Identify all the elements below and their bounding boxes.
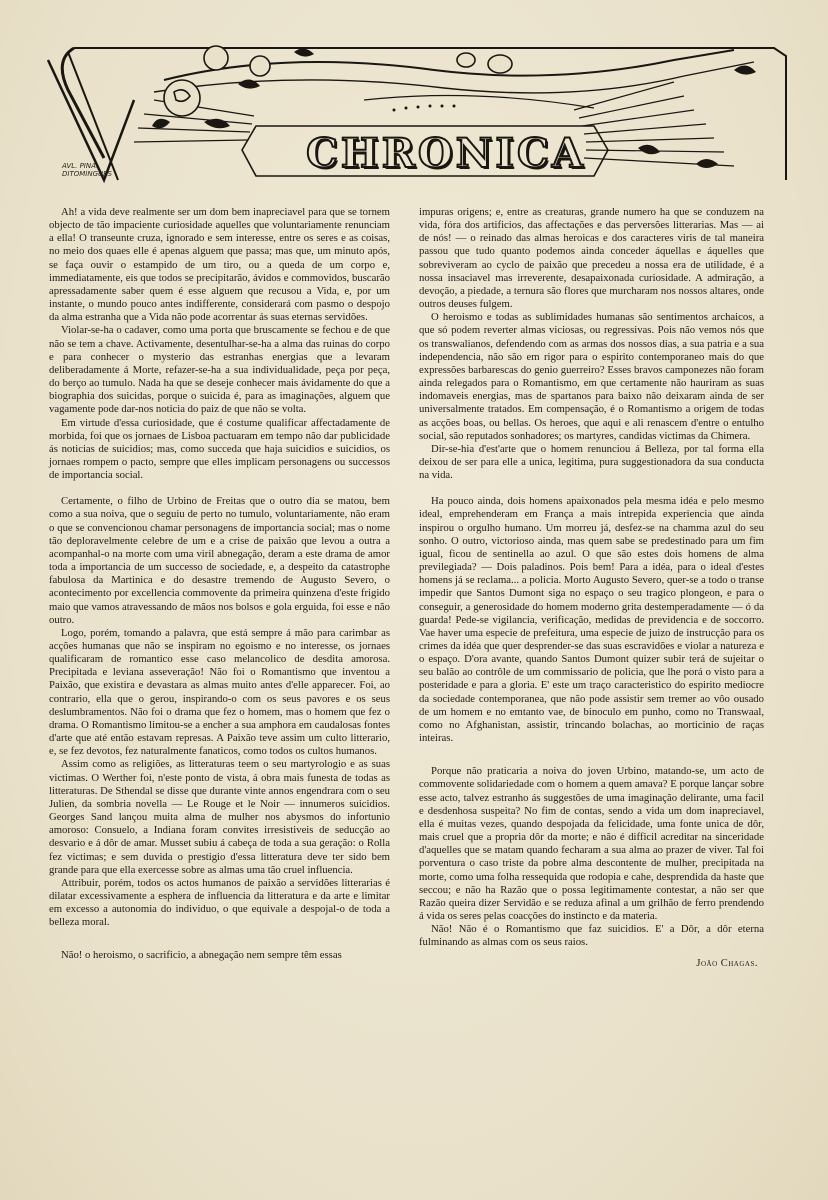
paragraph: impuras origens; e, entre as creaturas, grande numero ha que se conduzem na vida, fóra dos artificios, das affectações e das perversões litterarias. Mas — ai de nós! — o reinado das almas heroicas e dos caracteres viris de tal maneira passou que tudo quanto podemos ainda conceder áquellas e áquelles que sobreviveram ao cyclo de paixão que precedeu a nossa era de utilidade, é a nossa insaciavel mas irreverente, desapaixonada curiosidade. A admiração, a devoção, a piedade, a ternura são flores que murcharam nos nossos altares, onde outros deuses fulgem. (419, 206, 764, 311)
masthead (34, 30, 794, 190)
paragraph: Não! o heroismo, o sacrificio, a abnegação nem sempre têm essas (61, 949, 342, 962)
paragraph: Não! Não é o Romantismo que faz suicidios. E' a Dôr, a dôr eterna fulminando as almas com os seus raios. (419, 923, 764, 949)
paragraph: Violar-se-ha o cadaver, como uma porta que bruscamente se fechou e de que não se tem a chave. Activamente, desentulhar-se-ha a alma das ruinas do corpo e para conhecer o mysterio das estranhas energias que a levaram deliberadamente á Morte, refazer-se-ha a sua individualidade, peça por peça, do berço ao tumulo. Nada ha que se deseje conhecer mais ávidamente do que a biographia dos suicidas, porque o suicida é, para as imaginações, alguem que vagamente pode dar-nos noticia do paiz de que não se volta. (49, 324, 390, 416)
paragraph: Dir-se-hia d'est'arte que o homem renunciou á Belleza, por tal forma ella deixou de ser para elle a unica, legitima, pura suggestionadora da sua conducta na vida. (419, 442, 764, 482)
paragraph: Certamente, o filho de Urbino de Freitas que o outro dia se matou, bem como a sua noiva, que o seguiu de perto no tumulo, voluntariamente, não eram o que se convencionou chamar personagens de importancia social; mas o nome tão deploravelmente celebre de um e a crise de paixão que levou a outra a acompanhal-o na morte com uma viril abnegação, deram a este drama de amor toda a importancia de um successo de sociedade, e, a despeito da catastrophe fabulosa da Martinica e do desastre tremendo de Augusto Severo, o acontecimento por excellencia commovente da primeira quinzena d'este frigido maio que vamos atravessando de mãos nos bolsos e gola erguida, foi esse e não outro. (49, 495, 390, 626)
title-band (296, 130, 596, 176)
paragraph: Ah! a vida deve realmente ser um dom bem inapreciavel para que se tornem objecto de tão impaciente curiosidade aquelles que voluntariamente renunciam a ella! O transeunte cruza, ignorado e sem interesse, entre os seres e as coisas, no meio dos quaes elle é apenas alguem que passa; mas que, um minuto após, se faça ouvir o estampido de um tiro, ou a queda de um corpo e, immediatamente, eis que todos se precipitarão, ávidos e commovidos, buscarão apressadamente saber quem é esse alguem que recusou a Vida, e, por um instante, o mundo pouco antes indifferente, considerará com pasmo o despojo da alma estranha que a Vida não pode acorrentar ás suas eternas servidões. (49, 206, 390, 324)
paragraph: Porque não praticaria a noiva do joven Urbino, matando-se, um acto de commovente solidariedade com o homem a quem amava? E porque lançar sobre esse acto, talvez estranho ás suggestões de uma imaginação delirante, uma facil e desdenhosa suspeita? No fim de contas, sendo a vida um dom inapreciavel, ella é muitas vezes, quando despojada da felicidade, uma fonte unica de dôr, mais cruel que a propria dôr da morte; e não é difficil acreditar na sinceridade d'aquelles que se matam quando fecharam a sua alma ao prazer de viver. Tal foi porventura o caso triste da pobre alma descontente de mulher, precipitada na morte, como uma folha ressequida que rodopia e cahe, desprendida da haste que seccou; e não ha Razão que o possa legitimamente contestar, a não ser que Razão queira dizer Servidão e se reduza afinal a um grilhão de ferro prendendo á vida os seres pelas coacções do instincto e da materia. (419, 765, 764, 922)
artist-signature: AVL. PINA. DITOMINGUES (62, 162, 112, 178)
paragraph: Assim como as religiões, as litteraturas teem o seu martyrologio e as suas victimas. O Werther foi, n'este ponto de vista, á obra mais funesta de todas as litteraturas. De Sthendal se disse que durante vinte annos engendrara com o seu Julien, da sombria novella — Le Rouge et le Noir — innumeros suicidios. Georges Sand lançou muita alma de mulher nos abysmos do infortunio amoroso: Consuelo, a Indiana foram convites irresistiveis de seducção ao desvario e á dôr de amar. Musset subiu á cabeça de toda a sua geração: o Rolla fez victimas; e sem duvida o prestigio d'essa litteratura deve ter sido bem grande para que ella exercesse sobre as almas uma tão cruel influencia. (49, 758, 390, 876)
paragraph: Ha pouco ainda, dois homens apaixonados pela mesma idéa e pelo mesmo ideal, emprehenderam em França a mais intrepida experiencia que ainda inspirou o orgulho humano. Um morreu já, desfez-se na chamma azul do seu sonho. O outro, victorioso ainda, mas quem sabe se predestinado para um fim igual, ficou de sentinella ao azul. O que são estes dois homens de alma previlegiada? — Dois paladinos. Pois bem! Para a idéa, para o ideal d'estes homens já se reclama... a policia. Morto Augusto Severo, quer-se a todo o transe impedir que Santos Dumont siga no espaço o seu tragico plongeon, e para o conseguir, a generosidade do homem moderno grita destemperadamente — ó da guarda! Pede-se vigilancia, verificação, medidas de previdencia e de soccorro. Vae haver uma especie de prefeitura, uma especie de juizo de instrucção para os crimes da idéa que quer desprender-se das suas escravidões e violar a natureza e o espaço. D'ora avante, quando Santos Dumont quizer subir terá de sujeitar o seu balão ao contrôle de um commissario de policia, que lhe porá o visto para a posteridade e para a gloria. E' este um traço caracteristico do espirito mediocre da sociedade contemporanea, que não pode assistir sem tremer ao vôo ousado de um homem e no emtanto vae, de binoculo em punho, como no Transwaal, como no Afghanistan, assistir, trincando bolachas, ao morticinio de raças inteiras. (419, 495, 764, 745)
left-column (49, 206, 390, 963)
paragraph: Em virtude d'essa curiosidade, que é costume qualificar affectadamente de morbida, foi que os jornaes de Lisboa pactuaram em tempo não dar publicidade ás noticias de suicidios; mas, como succeda que haja suicidios e suicidios, os jornaes rompem o pacto, sempre que elles implicam personagens ou successos de importancia social. (49, 416, 390, 482)
right-column (419, 206, 764, 971)
page-title: CHRONICA (306, 129, 586, 177)
paragraph: O heroismo e todas as sublimidades humanas são sentimentos archaicos, a que só podem reverter almas viciosas, ou regressivas. Pois não vemos nós que os transwalianos, defendendo com as armas dos nossos dias, a sua patria e a sua independencia, não são em rigor para o espirito contemporaneo mais do que expressões barbarescas do genio guerreiro? Esses bravos camponezes não foram ainda relegados para o Romantismo, em que certamente não hauriram as suas indomaveis energias, mas de spartanos para baixo não deixaram ainda de ser universalmente tratados. Em compensação, é o Romantismo a origem de todas as acções boas, ou bellas. Os heroes, que aqui e ali renascem d'entre o entulho social, são reputados sonhadores; os martyres, candidas victimas da Chimera. (419, 311, 764, 442)
paragraph: Logo, porém, tomando a palavra, que está sempre á mão para carimbar as acções humanas que não se inspiram no egoismo e no interesse, os jornaes qualificaram de romantico esse caso melancolico de desdita amorosa. Precipitada e leviana asseveração! Não foi o Romantismo que inventou a Paixão, que existira e devastara as almas muito antes d'elle apparecer. Foi, ao contrario, ella que o gerou, inspirando-o com os seus pavores e os seus deslumbramentos. Não foi o drama que fez o homem, mas o homem que fez o drama. O Romantismo limitou-se a encher a sua amphora em caudalosas fontes d'arte que até então estavam represas. A Paixão teve assim um culto litterario, e, se fez devotos, fez naturalmente fanaticos, como todos os cultos humanos. (49, 626, 390, 758)
paragraph: Attribuir, porém, todos os actos humanos de paixão a servidões litterarias é dilatar excessivamente a esphera de influencia da litteratura e da arte e limitar em excesso a autonomia do individuo, o que equivale a despojal-o de toda a belleza moral. (49, 876, 390, 929)
author-signature: João Chagas. (696, 958, 758, 970)
